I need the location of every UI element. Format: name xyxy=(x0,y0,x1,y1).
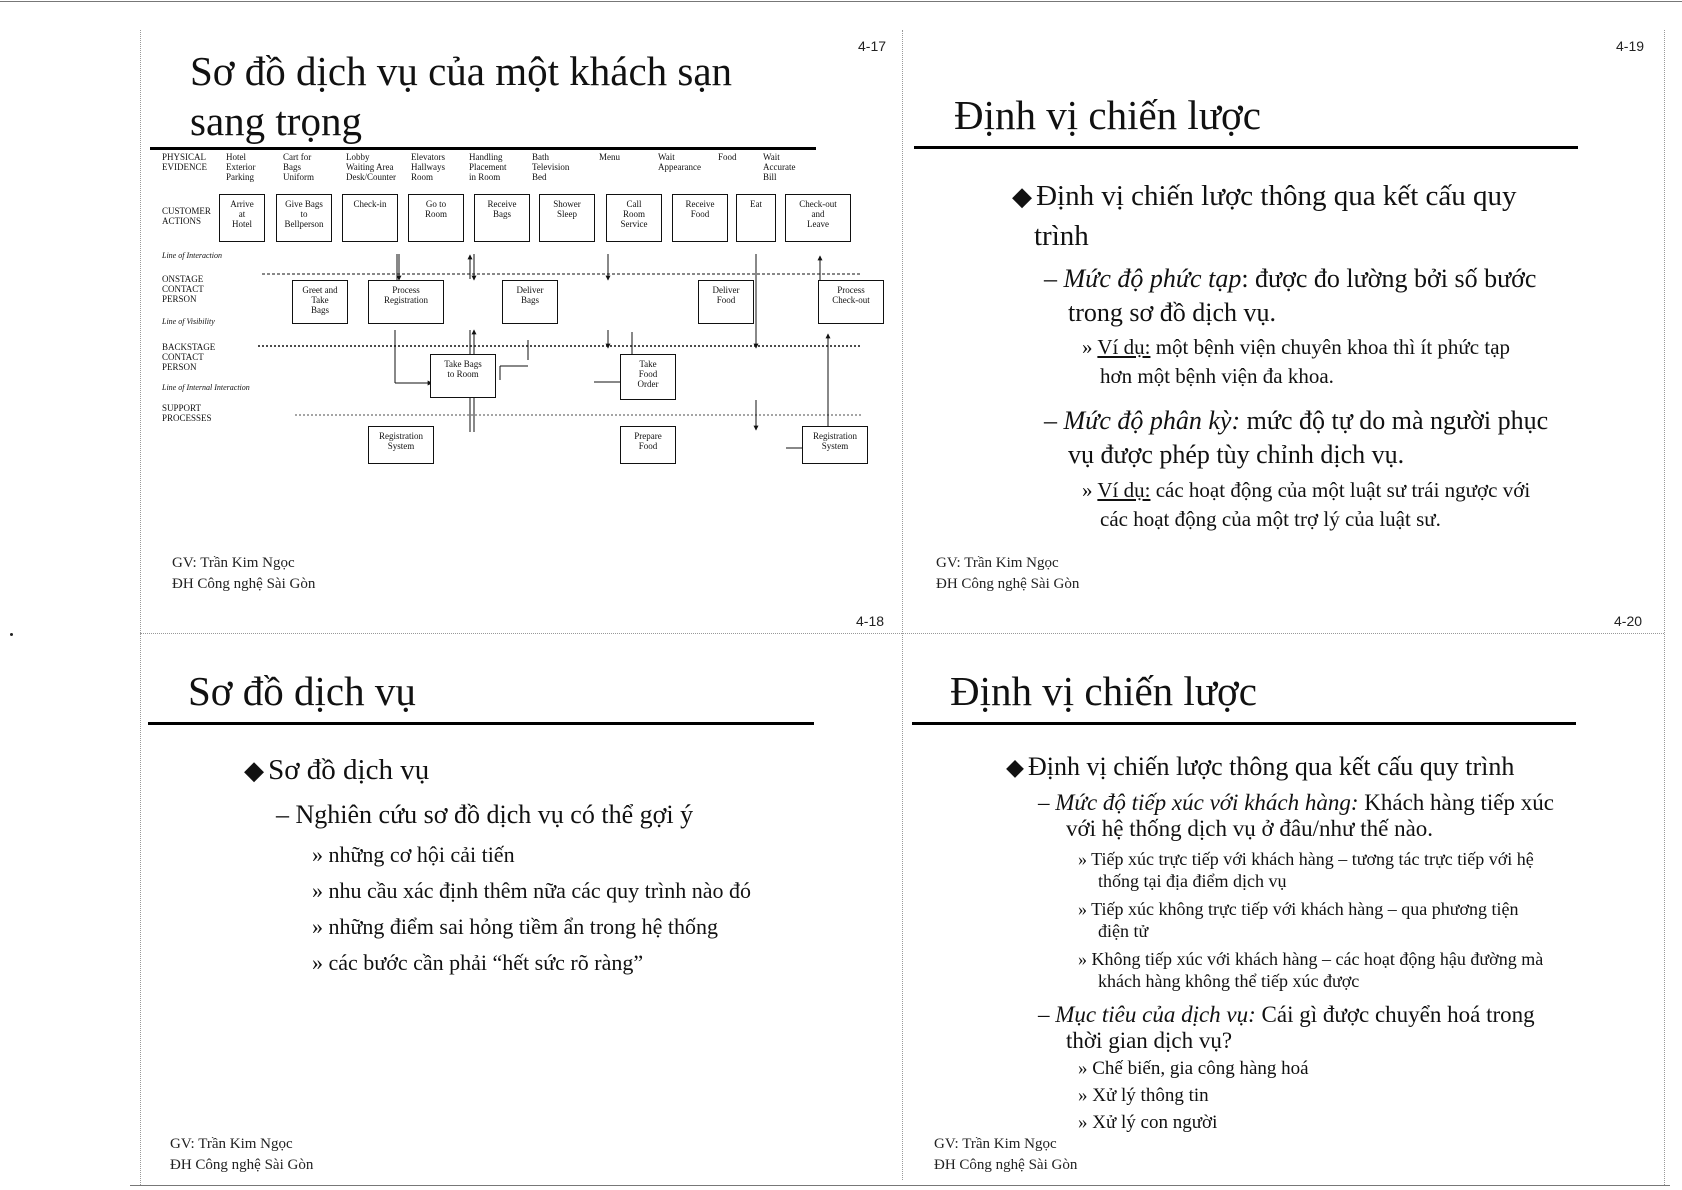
customer-action-3: Check-in xyxy=(342,194,398,242)
example-complexity-line-1: » Ví dụ: một bệnh viện chuyên khoa thì ít phức tạp xyxy=(1082,335,1511,359)
item-complexity-line-2: trong sơ đồ dịch vụ. xyxy=(1068,298,1277,327)
slide-title-line-1: Sơ đồ dịch vụ của một khách sạn xyxy=(190,48,733,94)
footer-lecturer: GV: Trần Kim Ngọc xyxy=(934,1136,1057,1152)
evidence-2: Cart for Bags Uniform xyxy=(283,152,314,182)
contact-item-3-line-2: khách hàng không thể tiếp xúc được xyxy=(1098,971,1360,991)
backstage-box-2: Take Food Order xyxy=(620,354,676,400)
footer-university: ĐH Công nghệ Sài Gòn xyxy=(936,576,1080,592)
footer-university: ĐH Công nghệ Sài Gòn xyxy=(172,576,316,592)
lane-customer-actions: CUSTOMER ACTIONS xyxy=(162,206,211,226)
evidence-10: Wait Accurate Bill xyxy=(763,152,796,182)
onstage-box-4: Deliver Food xyxy=(698,280,754,324)
service-blueprint-diagram xyxy=(140,30,902,500)
evidence-6: Bath Television Bed xyxy=(532,152,570,182)
lane-support: SUPPORT PROCESSES xyxy=(162,403,212,423)
onstage-box-3: Deliver Bags xyxy=(502,280,558,324)
main-bullet-line-2: trình xyxy=(1034,220,1089,252)
lane-onstage: ONSTAGE CONTACT PERSON xyxy=(162,274,204,304)
list-item-1: » những cơ hội cải tiến xyxy=(312,842,515,867)
support-box-2: Prepare Food xyxy=(620,426,676,464)
example-divergence-line-1: » Ví dụ: các hoạt động của một luật sư trái ngược với xyxy=(1082,478,1531,502)
title-underline xyxy=(912,722,1576,725)
item-divergence-line-2: vụ được phép tùy chỉnh dịch vụ. xyxy=(1068,440,1405,469)
onstage-box-2: Process Registration xyxy=(368,280,444,324)
item-divergence-line-1: – Mức độ phân kỳ: mức độ tự do mà người phục xyxy=(1044,406,1549,435)
group-goal-line-1: – Mục tiêu của dịch vụ: Cái gì được chuyển hoá trong xyxy=(1038,1002,1535,1027)
slide-4-17 xyxy=(140,30,902,630)
list-item-2: » nhu cầu xác định thêm nữa các quy trình nào đó xyxy=(312,878,751,903)
slide-footer xyxy=(170,1134,313,1176)
scan-dot xyxy=(10,633,13,636)
support-box-1: Registration System xyxy=(368,426,434,464)
label-line-of-visibility: Line of Visibility xyxy=(162,317,215,326)
group-contact-line-1: – Mức độ tiếp xúc với khách hàng: Khách hàng tiếp xúc xyxy=(1038,790,1554,815)
evidence-5: Handling Placement in Room xyxy=(469,152,507,182)
goal-item-3: » Xử lý con người xyxy=(1078,1112,1218,1133)
goal-item-1: » Chế biến, gia công hàng hoá xyxy=(1078,1058,1309,1079)
frame-top-border xyxy=(0,1,1682,2)
title-underline xyxy=(914,146,1578,149)
slide-4-19 xyxy=(902,30,1664,630)
frame-right-edge xyxy=(1664,30,1665,1185)
slide-4-20 xyxy=(902,612,1664,1187)
footer-university: ĐH Công nghệ Sài Gòn xyxy=(934,1157,1078,1173)
evidence-8: Wait Appearance xyxy=(658,152,701,172)
slide-title-line-2: sang trọng xyxy=(190,98,362,144)
slide-number: 4-19 xyxy=(1616,38,1645,54)
item-complexity-line-1: – Mức độ phức tạp: được đo lường bởi số bước xyxy=(1044,264,1537,293)
slide-title: Định vị chiến lược xyxy=(950,668,1257,714)
footer-lecturer: GV: Trần Kim Ngọc xyxy=(936,555,1059,571)
slide-title: Định vị chiến lược xyxy=(954,92,1261,138)
slide-4-18 xyxy=(140,612,902,1187)
group-goal-line-2: thời gian dịch vụ? xyxy=(1066,1028,1233,1053)
list-item-3: » những điểm sai hỏng tiềm ẩn trong hệ thống xyxy=(312,914,719,939)
evidence-7: Menu xyxy=(599,152,620,162)
slide-number: 4-17 xyxy=(858,38,887,54)
blueprint-connectors xyxy=(140,30,902,500)
contact-item-1-line-1: » Tiếp xúc trực tiếp với khách hàng – tương tác trực tiếp với hệ xyxy=(1078,849,1534,869)
evidence-3: Lobby Waiting Area Desk/Counter xyxy=(346,152,396,182)
contact-item-1-line-2: thống tại địa điểm dịch vụ xyxy=(1098,871,1287,891)
contact-item-2-line-2: điện tử xyxy=(1098,921,1149,941)
support-box-3: Registration System xyxy=(802,426,868,464)
backstage-box-1: Take Bags to Room xyxy=(430,354,496,398)
contact-item-3-line-1: » Không tiếp xúc với khách hàng – các hoạt động hậu đường mà xyxy=(1078,949,1544,969)
example-divergence-line-2: các hoạt động của một trợ lý của luật sư. xyxy=(1100,507,1441,531)
evidence-9: Food xyxy=(718,152,737,162)
customer-action-6: Shower Sleep xyxy=(539,194,595,242)
group-contact-line-2: với hệ thống dịch vụ ở đâu/như thế nào. xyxy=(1066,816,1434,841)
label-line-of-internal-interaction: Line of Internal Interaction xyxy=(162,383,250,392)
slide-title: Sơ đồ dịch vụ xyxy=(188,668,416,714)
sub-point: – Nghiên cứu sơ đồ dịch vụ có thể gợi ý xyxy=(276,800,694,829)
main-bullet: ◆ Định vị chiến lược thông qua kết cấu quy trình xyxy=(1006,752,1515,781)
customer-action-5: Receive Bags xyxy=(474,194,530,242)
diamond-bullet-icon: ◆ xyxy=(1006,755,1024,781)
customer-action-7: Call Room Service xyxy=(606,194,662,242)
goal-item-2: » Xử lý thông tin xyxy=(1078,1085,1209,1106)
diamond-bullet-icon: ◆ xyxy=(244,756,265,785)
customer-action-4: Go to Room xyxy=(408,194,464,242)
customer-action-8: Receive Food xyxy=(672,194,728,242)
footer-lecturer: GV: Trần Kim Ngọc xyxy=(170,1136,293,1152)
main-bullet-line-1: ◆ Định vị chiến lược thông qua kết cấu quy xyxy=(1012,180,1517,212)
evidence-1: Hotel Exterior Parking xyxy=(226,152,256,182)
example-complexity-line-2: hơn một bệnh viện đa khoa. xyxy=(1100,364,1334,388)
customer-action-1: Arrive at Hotel xyxy=(219,194,265,242)
lane-physical-evidence: PHYSICAL EVIDENCE xyxy=(162,152,207,172)
lane-backstage: BACKSTAGE CONTACT PERSON xyxy=(162,342,216,372)
slide-number: 4-20 xyxy=(1614,613,1643,629)
diamond-bullet-icon: ◆ xyxy=(1012,182,1033,211)
main-bullet: ◆ Sơ đồ dịch vụ xyxy=(244,754,430,786)
slide-footer xyxy=(172,553,315,595)
slide-footer xyxy=(936,553,1079,595)
label-line-of-interaction: Line of Interaction xyxy=(162,251,222,260)
footer-lecturer: GV: Trần Kim Ngọc xyxy=(172,555,295,571)
customer-action-10: Check-out and Leave xyxy=(785,194,851,242)
list-item-4: » các bước cần phải “hết sức rõ ràng” xyxy=(312,950,644,975)
slide-number: 4-18 xyxy=(856,613,885,629)
customer-action-2: Give Bags to Bellperson xyxy=(276,194,332,242)
footer-university: ĐH Công nghệ Sài Gòn xyxy=(170,1157,314,1173)
customer-action-9: Eat xyxy=(736,194,776,242)
title-underline xyxy=(148,722,814,725)
onstage-box-1: Greet and Take Bags xyxy=(292,280,348,324)
evidence-4: Elevators Hallways Room xyxy=(411,152,445,182)
slide-footer xyxy=(934,1134,1077,1176)
onstage-box-5: Process Check-out xyxy=(818,280,884,324)
contact-item-2-line-1: » Tiếp xúc không trực tiếp với khách hàng – qua phương tiện xyxy=(1078,899,1519,919)
